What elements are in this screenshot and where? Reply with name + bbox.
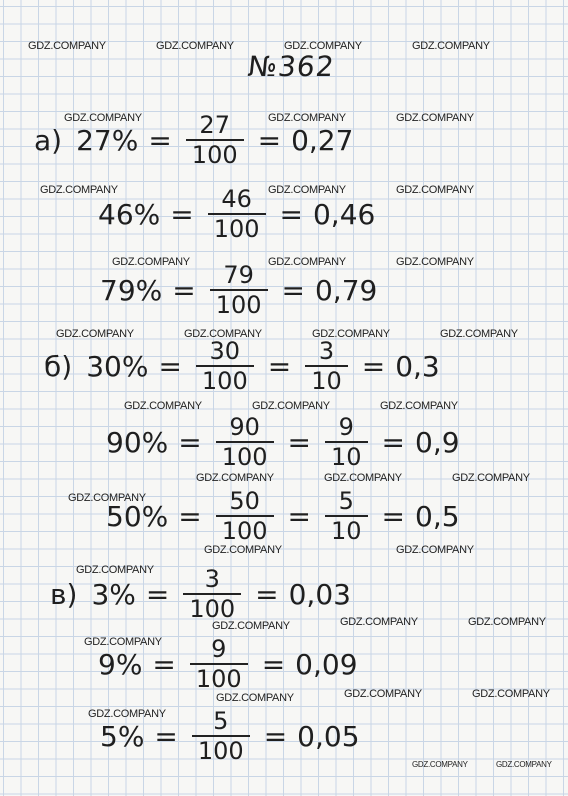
denominator: 100 bbox=[221, 517, 268, 545]
watermark: GDZ.COMPANY bbox=[396, 112, 474, 124]
watermark: GDZ.COMPANY bbox=[156, 40, 234, 52]
equals-sign: = bbox=[287, 499, 311, 533]
equals-sign: = bbox=[381, 499, 405, 533]
equation-row bbox=[106, 414, 460, 470]
fraction bbox=[183, 566, 241, 622]
fraction bbox=[325, 414, 368, 470]
watermark: GDZ.COMPANY bbox=[284, 40, 362, 52]
watermark: GDZ.COMPANY bbox=[340, 616, 418, 628]
equation-row bbox=[98, 636, 358, 692]
decimal-value: 0,46 bbox=[312, 197, 376, 231]
equation-row bbox=[98, 186, 375, 242]
denominator: 100 bbox=[189, 595, 236, 623]
equals-sign: = bbox=[263, 719, 288, 753]
fraction bbox=[192, 708, 250, 764]
equals-sign: = bbox=[261, 647, 286, 681]
watermark: GDZ.COMPANY bbox=[64, 112, 142, 124]
numerator: 3 bbox=[204, 565, 220, 593]
percent-value: 30% bbox=[86, 349, 149, 383]
percent-value: 27% bbox=[76, 123, 139, 157]
section-label: в) bbox=[50, 577, 78, 611]
denominator: 10 bbox=[330, 443, 362, 471]
watermark: GDZ.COMPANY bbox=[112, 256, 190, 268]
percent-value: 3% bbox=[91, 577, 136, 611]
percent-value: 9% bbox=[98, 647, 143, 681]
numerator: 90 bbox=[229, 413, 260, 441]
watermark: GDZ.COMPANY bbox=[88, 708, 166, 720]
watermark: GDZ.COMPANY bbox=[56, 328, 134, 340]
watermark: GDZ.COMPANY bbox=[212, 620, 290, 632]
watermark: GDZ.COMPANY bbox=[28, 40, 106, 52]
equals-sign: = bbox=[267, 349, 292, 383]
denominator: 10 bbox=[311, 367, 342, 395]
equation-row bbox=[34, 112, 353, 168]
equals-sign: = bbox=[178, 499, 202, 533]
percent-value: 79% bbox=[100, 273, 163, 307]
equation-row bbox=[106, 488, 460, 544]
denominator: 100 bbox=[195, 665, 242, 693]
equals-sign: = bbox=[257, 123, 282, 157]
equals-sign: = bbox=[154, 719, 178, 753]
decimal-value: 0,9 bbox=[415, 425, 460, 459]
equals-sign: = bbox=[170, 197, 194, 231]
watermark: GDZ.COMPANY bbox=[396, 256, 474, 268]
watermark: GDZ.COMPANY bbox=[40, 184, 118, 196]
watermark: GDZ.COMPANY bbox=[412, 760, 468, 769]
watermark: GDZ.COMPANY bbox=[468, 616, 546, 628]
equals-sign: = bbox=[148, 123, 172, 157]
decimal-value: 0,03 bbox=[288, 577, 351, 611]
fraction bbox=[196, 338, 254, 394]
equals-sign: = bbox=[152, 647, 176, 681]
problem-number: №362 bbox=[246, 50, 337, 83]
decimal-value: 0,05 bbox=[297, 719, 360, 753]
equation-row bbox=[44, 338, 440, 394]
equals-sign: = bbox=[178, 425, 202, 459]
equation-row bbox=[100, 708, 360, 764]
watermark: GDZ.COMPANY bbox=[344, 688, 422, 700]
denominator: 100 bbox=[197, 737, 244, 765]
watermark: GDZ.COMPANY bbox=[268, 256, 346, 268]
equals-sign: = bbox=[279, 197, 303, 231]
watermark: GDZ.COMPANY bbox=[76, 564, 154, 576]
denominator: 100 bbox=[201, 367, 248, 395]
numerator: 30 bbox=[209, 337, 241, 365]
equals-sign: = bbox=[158, 349, 182, 383]
watermark: GDZ.COMPANY bbox=[312, 328, 390, 340]
decimal-value: 0,09 bbox=[295, 647, 358, 681]
denominator: 100 bbox=[215, 291, 262, 319]
watermark: GDZ.COMPANY bbox=[68, 492, 146, 504]
watermark: GDZ.COMPANY bbox=[268, 184, 346, 196]
decimal-value: 0,5 bbox=[415, 499, 460, 533]
numerator: 50 bbox=[229, 487, 260, 515]
equals-sign: = bbox=[145, 577, 170, 611]
equals-sign: = bbox=[287, 425, 311, 459]
fraction bbox=[216, 488, 274, 544]
fraction bbox=[186, 112, 244, 168]
numerator: 9 bbox=[338, 413, 354, 441]
watermark: GDZ.COMPANY bbox=[396, 184, 474, 196]
fraction bbox=[216, 414, 274, 470]
equation-row bbox=[100, 262, 377, 318]
numerator: 79 bbox=[223, 261, 254, 289]
section-label: а) bbox=[34, 123, 63, 157]
fraction bbox=[305, 338, 348, 394]
watermark: GDZ.COMPANY bbox=[252, 400, 330, 412]
percent-value: 90% bbox=[106, 425, 169, 459]
watermark: GDZ.COMPANY bbox=[472, 688, 550, 700]
watermark: GDZ.COMPANY bbox=[268, 112, 346, 124]
numerator: 27 bbox=[199, 111, 230, 139]
numerator: 5 bbox=[338, 487, 354, 515]
numerator: 46 bbox=[221, 185, 252, 213]
percent-value: 46% bbox=[98, 197, 161, 231]
watermark: GDZ.COMPANY bbox=[412, 40, 490, 52]
watermark: GDZ.COMPANY bbox=[440, 328, 518, 340]
watermark: GDZ.COMPANY bbox=[380, 400, 458, 412]
equation-row bbox=[50, 566, 351, 622]
watermark: GDZ.COMPANY bbox=[324, 472, 402, 484]
equals-sign: = bbox=[255, 577, 279, 611]
watermark: GDZ.COMPANY bbox=[216, 692, 294, 704]
watermark: GDZ.COMPANY bbox=[204, 544, 282, 556]
fraction bbox=[325, 488, 368, 544]
watermark: GDZ.COMPANY bbox=[84, 636, 162, 648]
percent-value: 5% bbox=[100, 719, 145, 753]
numerator: 5 bbox=[213, 707, 229, 735]
denominator: 10 bbox=[330, 517, 362, 545]
denominator: 100 bbox=[213, 215, 260, 243]
denominator: 100 bbox=[191, 141, 238, 169]
watermark: GDZ.COMPANY bbox=[184, 328, 262, 340]
watermark: GDZ.COMPANY bbox=[396, 544, 474, 556]
watermark: GDZ.COMPANY bbox=[124, 400, 202, 412]
equals-sign: = bbox=[172, 273, 196, 307]
watermark: GDZ.COMPANY bbox=[196, 472, 274, 484]
equals-sign: = bbox=[381, 425, 405, 459]
decimal-value: 0,3 bbox=[395, 349, 440, 383]
fraction bbox=[210, 262, 268, 318]
watermark: GDZ.COMPANY bbox=[452, 472, 530, 484]
equals-sign: = bbox=[361, 349, 386, 383]
equals-sign: = bbox=[281, 273, 305, 307]
decimal-value: 0,79 bbox=[314, 273, 378, 307]
numerator: 3 bbox=[318, 337, 335, 365]
fraction bbox=[208, 186, 266, 242]
section-label: б) bbox=[44, 349, 73, 383]
numerator: 9 bbox=[211, 635, 227, 663]
decimal-value: 0,27 bbox=[291, 123, 354, 157]
watermark: GDZ.COMPANY bbox=[496, 760, 552, 769]
denominator: 100 bbox=[221, 443, 268, 471]
percent-value: 50% bbox=[106, 499, 169, 533]
fraction bbox=[190, 636, 248, 692]
